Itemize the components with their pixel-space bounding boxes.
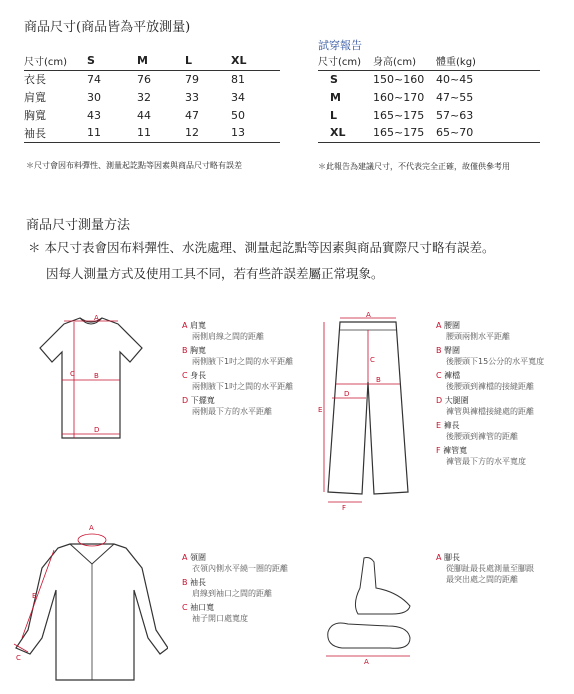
fit-report-table [318,52,540,143]
cell: 50 [231,108,245,122]
cell: 43 [87,108,101,122]
cell: 34 [231,90,245,104]
size-table-header: 尺寸(cm) [24,52,87,70]
legend-item [182,552,312,574]
cell: 11 [87,124,137,142]
method-line-2: 因每人測量方式及使用工具不同，若有些許誤差屬正常現象。 [46,266,384,281]
size-cell: XL [318,124,373,142]
legend-item [436,320,572,342]
table-row [24,70,280,88]
legend-name: 褲檔 [444,371,461,380]
size-table [24,52,280,143]
diagram-label-c: C [370,356,375,364]
diagram-label-b: B [32,592,37,600]
legend-desc: 後腰頭到褲管的距離 [446,432,518,441]
fit-report-note: ＊此報告為建議尺寸，不代表完全正確，故僅供參考用 [318,162,510,171]
diagram-label-a: A [89,524,94,532]
legend-desc: 褲管最下方的水平寬度 [446,457,526,466]
cell: 76 [137,72,151,86]
table-row [318,70,540,88]
legend-item [436,552,572,585]
legend-desc: 後腰頭下15公分的水平寬度 [446,357,545,366]
legend-name: 肩寬 [190,321,207,330]
size-cell: L [330,108,338,122]
legend-name: 胸寬 [190,346,207,355]
legend-name: 領圍 [190,553,207,562]
legend-item [182,395,312,417]
legend-name: 袖長 [190,578,207,587]
table-row [318,106,540,124]
shoe-legend [436,552,572,588]
legend-key: A [182,321,188,330]
cell: 47 [185,108,199,122]
fit-report-header: 尺寸(cm) [318,52,373,70]
legend-desc: 兩側最下方的水平距離 [192,407,272,416]
tshirt-outline [40,318,142,438]
table-row [24,88,280,106]
legend-key: C [182,603,188,612]
method-line-1: ＊ 本尺寸表會因布料彈性、水洗處理、測量起訖點等因素與商品實際尺寸略有誤差。 [28,240,495,255]
height-cell: 165~175 [373,124,436,142]
legend-item [436,370,572,392]
foot-side-outline [355,558,410,615]
diagram-label-a: A [366,312,371,319]
legend-name: 褲長 [443,421,460,430]
size-table-header: S [87,52,137,70]
legend-desc: 肩線到袖口之間的距離 [192,589,272,598]
legend-key: C [436,371,442,380]
tshirt-diagram [36,312,146,442]
legend-item [436,420,572,442]
size-table-header: XL [231,52,280,70]
size-cell: S [330,72,338,86]
legend-key: D [182,396,189,405]
size-table-title: 商品尺寸(商品皆為平放測量) [24,20,191,35]
table-row [24,124,280,142]
tshirt-legend [182,320,312,420]
diagram-label-a: A [94,314,99,322]
table-row [24,106,280,124]
weight-cell: 57~63 [436,108,474,122]
cell: 44 [137,108,151,122]
shirt-legend [182,552,312,627]
fit-report-title: 試穿報告 [318,39,362,52]
cell: 30 [87,90,101,104]
height-cell: 150~160 [373,72,425,86]
legend-desc: 兩側腋下1吋之間的水平距離 [192,357,294,366]
legend-name: 褲管寬 [443,446,468,455]
legend-name: 腰圍 [444,321,461,330]
legend-desc: 最突出處之間的距離 [446,575,518,584]
legend-key: A [436,553,442,562]
diagram-label-d: D [344,390,350,398]
cell: 11 [137,124,185,142]
legend-desc: 衣領內側水平繞一圈的距離 [192,564,288,573]
table-row [318,124,540,142]
diagram-label-e: E [318,406,323,414]
row-label: 袖長 [24,124,87,142]
legend-desc: 褲管與褲檔接縫處的距離 [446,407,534,416]
diagram-label-b: B [376,376,381,384]
pants-legend [436,320,572,470]
foot-sole-outline [328,623,410,648]
legend-desc: 兩側肩線之間的距離 [192,332,264,341]
cell: 74 [87,72,101,86]
diagram-label-c: C [70,370,75,378]
size-table-header: L [185,52,231,70]
row-label: 胸寬 [24,109,46,122]
legend-item [182,320,312,342]
shirt-diagram [8,520,168,686]
legend-item [436,395,572,417]
pants-diagram [318,312,418,512]
fit-report-header: 體重(kg) [436,52,540,70]
row-label: 衣長 [24,73,46,87]
row-label: 肩寬 [24,91,46,104]
legend-desc: 後腰頭到褲檔的接縫距離 [446,382,534,391]
weight-cell: 40~45 [436,72,474,86]
legend-key: C [182,371,188,380]
cell: 33 [185,90,199,104]
legend-desc: 從腳趾最長處測量至腳跟 [446,564,534,573]
legend-item [436,345,572,367]
diagram-label-a: A [364,658,369,666]
legend-key: A [436,321,442,330]
diagram-label-f: F [342,504,347,512]
legend-desc: 兩側腋下1吋之間的水平距離 [192,382,294,391]
cell: 81 [231,72,245,86]
legend-desc: 腰頭兩側水平距離 [446,332,510,341]
legend-name: 臀圍 [444,346,461,355]
legend-key: B [182,346,188,355]
legend-name: 下擺寬 [190,396,215,405]
cell: 13 [231,124,280,142]
legend-item [182,602,312,624]
legend-item [182,345,312,367]
legend-key: B [436,346,442,355]
legend-item [182,370,312,392]
legend-desc: 袖子開口處寬度 [192,614,248,623]
legend-item [182,577,312,599]
height-cell: 160~170 [373,90,425,104]
legend-name: 腳長 [444,553,461,562]
height-cell: 165~175 [373,108,425,122]
diagram-label-b: B [94,372,99,380]
size-table-note: ＊尺寸會因布料彈性、測量起訖點等因素與商品尺寸略有誤差 [26,161,242,170]
foot-diagram [318,548,418,670]
weight-cell: 47~55 [436,90,474,104]
size-cell: M [330,90,341,104]
legend-key: B [182,578,188,587]
diagram-label-d: D [94,426,100,434]
legend-name: 身長 [190,371,207,380]
cell: 12 [185,124,231,142]
legend-key: A [182,553,188,562]
size-table-header: M [137,52,185,70]
cell: 32 [137,90,151,104]
legend-item [436,445,572,467]
legend-key: F [436,446,441,455]
diagram-label-c: C [16,654,21,662]
legend-name: 大腿圍 [444,396,469,405]
cell: 79 [185,72,199,86]
method-title: 商品尺寸測量方法 [26,218,131,233]
legend-key: E [436,421,442,430]
legend-name: 袖口寬 [190,603,215,612]
weight-cell: 65~70 [436,124,540,142]
fit-report-header: 身高(cm) [373,52,436,70]
table-row [318,88,540,106]
legend-key: D [436,396,443,405]
